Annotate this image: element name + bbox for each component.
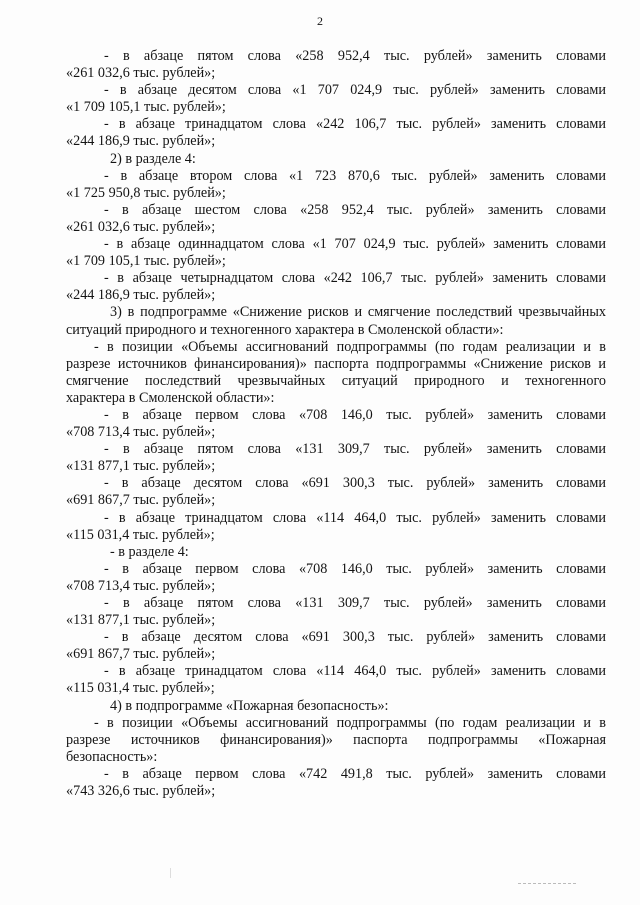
text-line: разрезе источников финансирования)» паспорта подпрограммы «Снижение рисков и bbox=[66, 355, 606, 372]
page-number: 2 bbox=[317, 14, 323, 28]
text-line: - в позиции «Объемы ассигнований подпрограммы (по годам реализации и в bbox=[94, 714, 606, 731]
text-line: «244 186,9 тыс. рублей»; bbox=[66, 133, 216, 150]
text-line: «708 713,4 тыс. рублей»; bbox=[66, 424, 216, 441]
text-line: «131 877,1 тыс. рублей»; bbox=[66, 612, 216, 629]
text-line: - в абзаце втором слова «1 723 870,6 тыс. рублей» заменить словами bbox=[104, 167, 606, 184]
text-line: - в абзаце тринадцатом слова «242 106,7 тыс. рублей» заменить словами bbox=[104, 116, 606, 133]
text-line: - в абзаце первом слова «708 146,0 тыс. рублей» заменить словами bbox=[104, 406, 606, 423]
text-line: 3) в подпрограмме «Снижение рисков и смягчение последствий чрезвычайных bbox=[110, 304, 606, 321]
text-line: ситуаций природного и техногенного характера в Смоленской области»: bbox=[66, 321, 504, 338]
text-line: - в абзаце четырнадцатом слова «242 106,7 тыс. рублей» заменить словами bbox=[104, 270, 606, 287]
text-line: - в абзаце первом слова «708 146,0 тыс. рублей» заменить словами bbox=[104, 560, 606, 577]
text-line: - в разделе 4: bbox=[110, 543, 189, 560]
scan-artifact-line bbox=[170, 868, 171, 878]
text-line: «743 326,6 тыс. рублей»; bbox=[66, 783, 216, 800]
text-line: - в позиции «Объемы ассигнований подпрограммы (по годам реализации и в bbox=[94, 338, 606, 355]
text-line: «1 709 105,1 тыс. рублей»; bbox=[66, 253, 226, 270]
text-line: - в абзаце десятом слова «691 300,3 тыс. рублей» заменить словами bbox=[104, 475, 606, 492]
document-body bbox=[66, 48, 606, 800]
text-line: - в абзаце десятом слова «1 707 024,9 тыс. рублей» заменить словами bbox=[104, 82, 606, 99]
text-line: «131 877,1 тыс. рублей»; bbox=[66, 458, 216, 475]
text-line: - в абзаце пятом слова «131 309,7 тыс. рублей» заменить словами bbox=[104, 441, 606, 458]
text-line: «691 867,7 тыс. рублей»; bbox=[66, 492, 216, 509]
text-line: - в абзаце пятом слова «131 309,7 тыс. рублей» заменить словами bbox=[104, 595, 606, 611]
text-line: «261 032,6 тыс. рублей»; bbox=[66, 218, 216, 235]
text-line: разрезе источников финансирования)» паспорта подпрограммы «Пожарная bbox=[66, 731, 606, 748]
text-line: 4) в подпрограмме «Пожарная безопасность»: bbox=[110, 697, 389, 714]
text-line: - в абзаце тринадцатом слова «114 464,0 тыс. рублей» заменить словами bbox=[104, 663, 606, 680]
text-line: «244 186,9 тыс. рублей»; bbox=[66, 287, 216, 304]
text-line: «115 031,4 тыс. рублей»; bbox=[66, 680, 215, 697]
text-line: - в абзаце пятом слова «258 952,4 тыс. рублей» заменить словами bbox=[104, 48, 606, 64]
text-line: безопасность»: bbox=[66, 748, 158, 765]
text-line: «115 031,4 тыс. рублей»; bbox=[66, 526, 215, 543]
text-line: - в абзаце одиннадцатом слова «1 707 024,9 тыс. рублей» заменить словами bbox=[104, 236, 606, 253]
text-line: характера в Смоленской области»: bbox=[66, 389, 275, 406]
text-line: 2) в разделе 4: bbox=[110, 150, 196, 167]
text-line: «261 032,6 тыс. рублей»; bbox=[66, 65, 216, 82]
text-line: «1 709 105,1 тыс. рублей»; bbox=[66, 99, 226, 116]
text-line: смягчение последствий чрезвычайных ситуаций природного и техногенного bbox=[66, 372, 606, 389]
text-line: «708 713,4 тыс. рублей»; bbox=[66, 577, 216, 594]
text-line: «1 725 950,8 тыс. рублей»; bbox=[66, 184, 226, 201]
text-line: - в абзаце первом слова «742 491,8 тыс. рублей» заменить словами bbox=[104, 765, 606, 782]
scan-artifact-dashes bbox=[518, 883, 576, 885]
text-line: «691 867,7 тыс. рублей»; bbox=[66, 646, 216, 663]
text-line: - в абзаце шестом слова «258 952,4 тыс. рублей» заменить словами bbox=[104, 201, 606, 218]
text-line: - в абзаце десятом слова «691 300,3 тыс. рублей» заменить словами bbox=[104, 629, 606, 646]
text-line: - в абзаце тринадцатом слова «114 464,0 тыс. рублей» заменить словами bbox=[104, 509, 606, 526]
